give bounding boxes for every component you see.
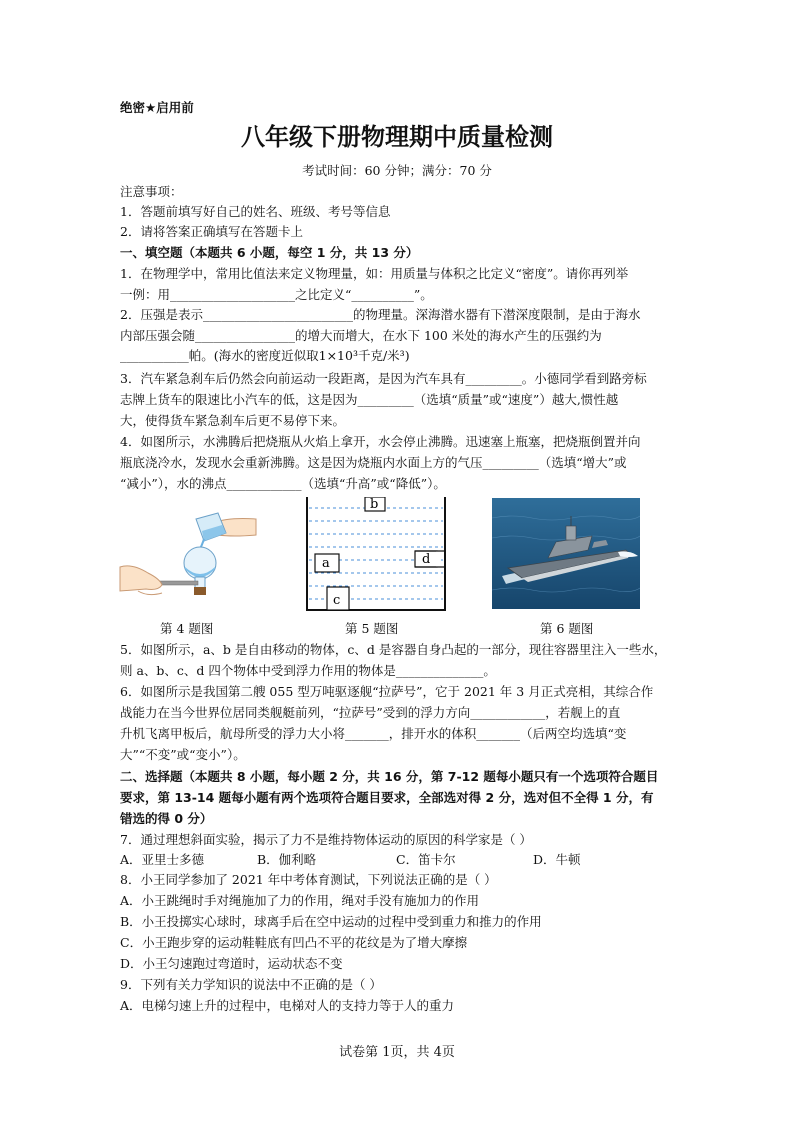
q1-line: 1．在物理学中，常用比值法来定义物理量，如：用质量与体积之比定义“密度”。请你再列举 — [120, 266, 629, 281]
page-footer: 试卷第 1页，共 4页 — [339, 1045, 455, 1060]
notes-heading: 注意事项： — [120, 184, 183, 199]
q4-line: “减小”），水的沸点____________（选填“升高”或“降低”）。 — [120, 476, 446, 491]
figure-label-c: c — [333, 593, 341, 608]
q1-line: 一例：用____________________之比定义“__________”。 — [120, 287, 433, 302]
q8-option: A．小王跳绳时手对绳施加了力的作用，绳对手没有施加力的作用 — [120, 893, 480, 908]
q5-line: 则 a、b、c、d 四个物体中受到浮力作用的物体是______________。 — [120, 663, 496, 678]
section-heading-choice: 错选的得 0 分） — [120, 811, 213, 826]
figure-6-ship-photo — [492, 498, 640, 609]
q8-stem: 8．小王同学参加了 2021 年中考体育测试，下列说法正确的是（ ） — [120, 872, 497, 887]
q8-option: D．小王匀速跑过弯道时，运动状态不变 — [120, 956, 343, 971]
q4-line: 4．如图所示，水沸腾后把烧瓶从火焰上拿开，水会停止沸腾。迅速塞上瓶塞，把烧瓶倒置并向 — [120, 434, 641, 449]
q7-option: A．亚里士多德 — [120, 852, 205, 867]
q3-line: 大，使得货车紧急刹车后更不易停下来。 — [120, 413, 346, 428]
figure-4-flask — [118, 505, 258, 610]
q4-line: 瓶底浇冷水，发现水会重新沸腾。这是因为烧瓶内水面上方的气压_________（选填“增大”或 — [120, 455, 627, 470]
figure-label-d: d — [422, 552, 431, 567]
q6-line: 6．如图所示是我国第二艘 055 型万吨驱逐舰“拉萨号”，它于 2021 年 3 月正式亮相，其综合作 — [120, 684, 654, 699]
exam-info: 考试时间：60 分钟；满分：70 分 — [302, 163, 492, 178]
note-item: 2．请将答案正确填写在答题卡上 — [120, 224, 303, 239]
q3-line: 3．汽车紧急刹车后仍然会向前运动一段距离，是因为汽车具有_________。小德同学看到路旁标 — [120, 371, 647, 386]
q6-line: 大”“不变”或“变小”）。 — [120, 747, 246, 762]
section-heading-choice: 要求，第 13-14 题每小题有两个选项符合题目要求，全部选对得 2 分，选对但不全得 1 分，有 — [120, 790, 654, 805]
figure-caption: 第 6 题图 — [540, 621, 594, 636]
figure-5-container — [305, 497, 447, 612]
section-heading-fill: 一、填空题（本题共 6 小题，每空 1 分，共 13 分） — [120, 245, 419, 260]
q3-line: 志牌上货车的限速比小汽车的低，这是因为_________（选填“质量”或“速度”）越大,惯性越 — [120, 392, 619, 407]
q5-line: 5．如图所示，a、b 是自由移动的物体，c、d 是容器自身凸起的一部分，现往容器里注入一些水， — [120, 642, 667, 657]
q2-line: ___________帕。(海水的密度近似取1×10³千克/米³) — [120, 348, 410, 363]
q6-line: 升机飞离甲板后，航母所受的浮力大小将_______，排开水的体积_______（后两空均选填“变 — [120, 726, 627, 741]
section-heading-choice: 二、选择题（本题共 8 小题，每小题 2 分，共 16 分，第 7-12 题每小题只有一个选项符合题目 — [120, 769, 659, 784]
figure-caption: 第 4 题图 — [160, 621, 214, 636]
q7-option: B．伽利略 — [257, 852, 317, 867]
secret-label: 绝密★启用前 — [120, 100, 194, 115]
q7-stem: 7．通过理想斜面实验，揭示了力不是维持物体运动的原因的科学家是（ ） — [120, 832, 532, 847]
figure-caption: 第 5 题图 — [345, 621, 399, 636]
page-title: 八年级下册物理期中质量检测 — [241, 123, 553, 151]
note-item: 1．答题前填写好自己的姓名、班级、考号等信息 — [120, 204, 391, 219]
q8-option: B．小王投掷实心球时，球离手后在空中运动的过程中受到重力和推力的作用 — [120, 914, 542, 929]
q8-option: C．小王跑步穿的运动鞋鞋底有凹凸不平的花纹是为了增大摩擦 — [120, 935, 468, 950]
q6-line: 战能力在当今世界位居同类舰艇前列，“拉萨号”受到的浮力方向____________，若舰上的直 — [120, 705, 621, 720]
figure-label-a: a — [322, 556, 330, 571]
q7-option: D．牛顿 — [533, 852, 581, 867]
q2-line: 2．压强是表示________________________的物理量。深海潜水器有下潜深度限制，是由于海水 — [120, 307, 641, 322]
q9-stem: 9．下列有关力学知识的说法中不正确的是（ ） — [120, 977, 382, 992]
q7-option: C．笛卡尔 — [396, 852, 456, 867]
q2-line: 内部压强会随________________的增大而增大，在水下 100 米处的海水产生的压强约为 — [120, 328, 602, 343]
figure-label-b: b — [370, 497, 379, 512]
q9-option: A．电梯匀速上升的过程中，电梯对人的支持力等于人的重力 — [120, 998, 455, 1013]
